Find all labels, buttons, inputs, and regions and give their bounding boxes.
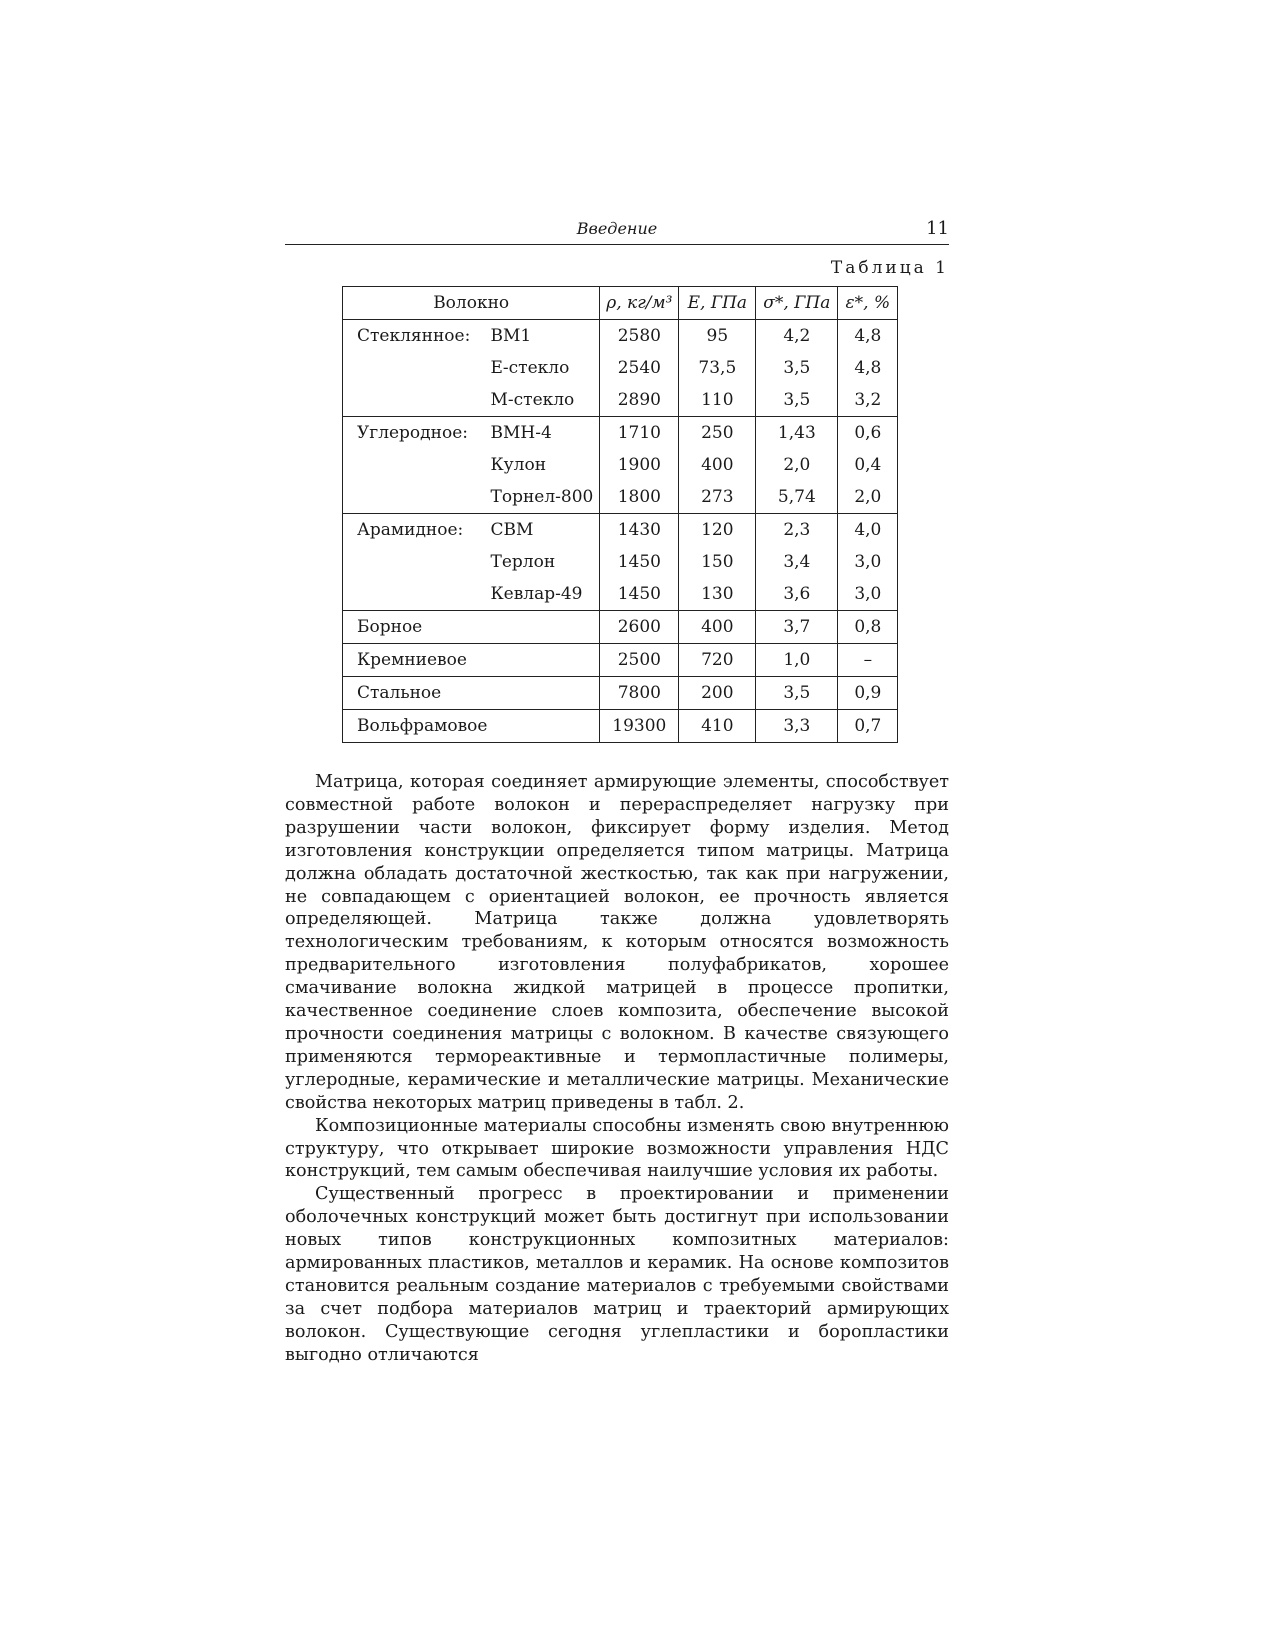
fiber-name: Кевлар-49 (483, 578, 600, 611)
table-row (343, 514, 898, 547)
col-header-fiber: Волокно (343, 287, 600, 320)
fiber-name: Стальное (343, 677, 600, 710)
modulus-cell: 200 (679, 677, 756, 710)
density-cell: 2890 (600, 384, 679, 417)
strength-cell: 3,3 (756, 710, 838, 743)
density-cell: 7800 (600, 677, 679, 710)
strength-cell: 3,5 (756, 384, 838, 417)
modulus-cell: 110 (679, 384, 756, 417)
group-label: Углеродное: (343, 417, 483, 514)
table-row (343, 677, 898, 710)
group-label: Арамидное: (343, 514, 483, 611)
density-cell: 2600 (600, 611, 679, 644)
table-row (343, 644, 898, 677)
density-cell: 1430 (600, 514, 679, 547)
group-label: Стеклянное: (343, 320, 483, 417)
modulus-cell: 150 (679, 546, 756, 578)
paragraph: Матрица, которая соединяет армирующие элементы, способствует совместной работе волокон и перераспределяет нагрузку при разрушении части волокон, фиксирует форму изделия. Метод изготовления конструкции определяется типом матрицы. Матрица должна обладать достаточной жесткостью, так как при нагружении, не совпадающем с ориентацией волокон, ее прочность является определяющей. Матрица также должна удовлетворять технологическим требованиям, к которым относятся возможность предварительного изготовления полуфабрикатов, хорошее смачивание волокна жидкой матрицей в процессе пропитки, качественное соединение слоев композита, обеспечение высокой прочности соединения матрицы с волокном. В качестве связующего применяются термореактивные и термопластичные полимеры, углеродные, керамические и металлические матрицы. Механические свойства некоторых матриц приведены в табл. 2. (285, 772, 949, 1113)
strength-cell: 3,5 (756, 677, 838, 710)
strain-cell: 4,0 (838, 514, 898, 547)
modulus-cell: 250 (679, 417, 756, 450)
strain-cell: 3,2 (838, 384, 898, 417)
fiber-name: ВМН-4 (483, 417, 600, 450)
fiber-name: Вольфрамовое (343, 710, 600, 743)
modulus-cell: 73,5 (679, 352, 756, 384)
table-row (343, 611, 898, 644)
col-header-strain: ε*, % (838, 287, 898, 320)
table-row (343, 417, 898, 450)
strength-cell: 2,0 (756, 449, 838, 481)
col-header-density: ρ, кг/м³ (600, 287, 679, 320)
table-header-row (343, 287, 898, 320)
strength-cell: 1,43 (756, 417, 838, 450)
page-number: 11 (926, 218, 949, 239)
table-caption: Таблица 1 (830, 258, 949, 278)
density-cell: 19300 (600, 710, 679, 743)
fiber-name: М-стекло (483, 384, 600, 417)
strength-cell: 3,6 (756, 578, 838, 611)
strain-cell: 0,4 (838, 449, 898, 481)
strain-cell: 3,0 (838, 578, 898, 611)
strength-cell: 2,3 (756, 514, 838, 547)
modulus-cell: 720 (679, 644, 756, 677)
modulus-cell: 410 (679, 710, 756, 743)
fiber-properties-table (342, 286, 898, 743)
fiber-name: Борное (343, 611, 600, 644)
table-row (343, 320, 898, 353)
strain-cell: 0,8 (838, 611, 898, 644)
fiber-name: СВМ (483, 514, 600, 547)
strain-cell: 0,9 (838, 677, 898, 710)
strain-cell: 2,0 (838, 481, 898, 514)
density-cell: 1710 (600, 417, 679, 450)
strain-cell: 4,8 (838, 320, 898, 353)
col-header-modulus: E, ГПа (679, 287, 756, 320)
body-text (285, 771, 949, 1367)
density-cell: 2500 (600, 644, 679, 677)
density-cell: 1900 (600, 449, 679, 481)
fiber-name: Торнел-800 (483, 481, 600, 514)
fiber-name: Кремниевое (343, 644, 600, 677)
strength-cell: 5,74 (756, 481, 838, 514)
density-cell: 1450 (600, 546, 679, 578)
col-header-strength: σ*, ГПа (756, 287, 838, 320)
modulus-cell: 400 (679, 449, 756, 481)
density-cell: 1800 (600, 481, 679, 514)
fiber-name: ВМ1 (483, 320, 600, 353)
fiber-name: Кулон (483, 449, 600, 481)
modulus-cell: 120 (679, 514, 756, 547)
strength-cell: 1,0 (756, 644, 838, 677)
modulus-cell: 400 (679, 611, 756, 644)
density-cell: 1450 (600, 578, 679, 611)
strain-cell: 0,6 (838, 417, 898, 450)
density-cell: 2540 (600, 352, 679, 384)
strength-cell: 3,4 (756, 546, 838, 578)
strength-cell: 3,5 (756, 352, 838, 384)
modulus-cell: 130 (679, 578, 756, 611)
strain-cell: 3,0 (838, 546, 898, 578)
running-head (285, 218, 949, 245)
strength-cell: 4,2 (756, 320, 838, 353)
strain-cell: – (838, 644, 898, 677)
modulus-cell: 273 (679, 481, 756, 514)
chapter-title: Введение (576, 219, 658, 238)
density-cell: 2580 (600, 320, 679, 353)
strain-cell: 4,8 (838, 352, 898, 384)
paragraph: Существенный прогресс в проектировании и применении оболочечных конструкций может быть достигнут при использовании новых типов конструкционных композитных материалов: армированных пластиков, металлов и керамик. На основе композитов становится реальным создание материалов с требуемыми свойствами за счет подбора материалов матриц и траекторий армирующих волокон. Существующие сегодня углепластики и боропластики выгодно отличаются (285, 1184, 949, 1365)
paragraph: Композиционные материалы способны изменять свою внутреннюю структуру, что открывает широкие возможности управления НДС конструкций, тем самым обеспечивая наилучшие условия их работы. (285, 1115, 949, 1182)
modulus-cell: 95 (679, 320, 756, 353)
strain-cell: 0,7 (838, 710, 898, 743)
fiber-name: Терлон (483, 546, 600, 578)
fiber-name: Е-стекло (483, 352, 600, 384)
strength-cell: 3,7 (756, 611, 838, 644)
table-row (343, 710, 898, 743)
